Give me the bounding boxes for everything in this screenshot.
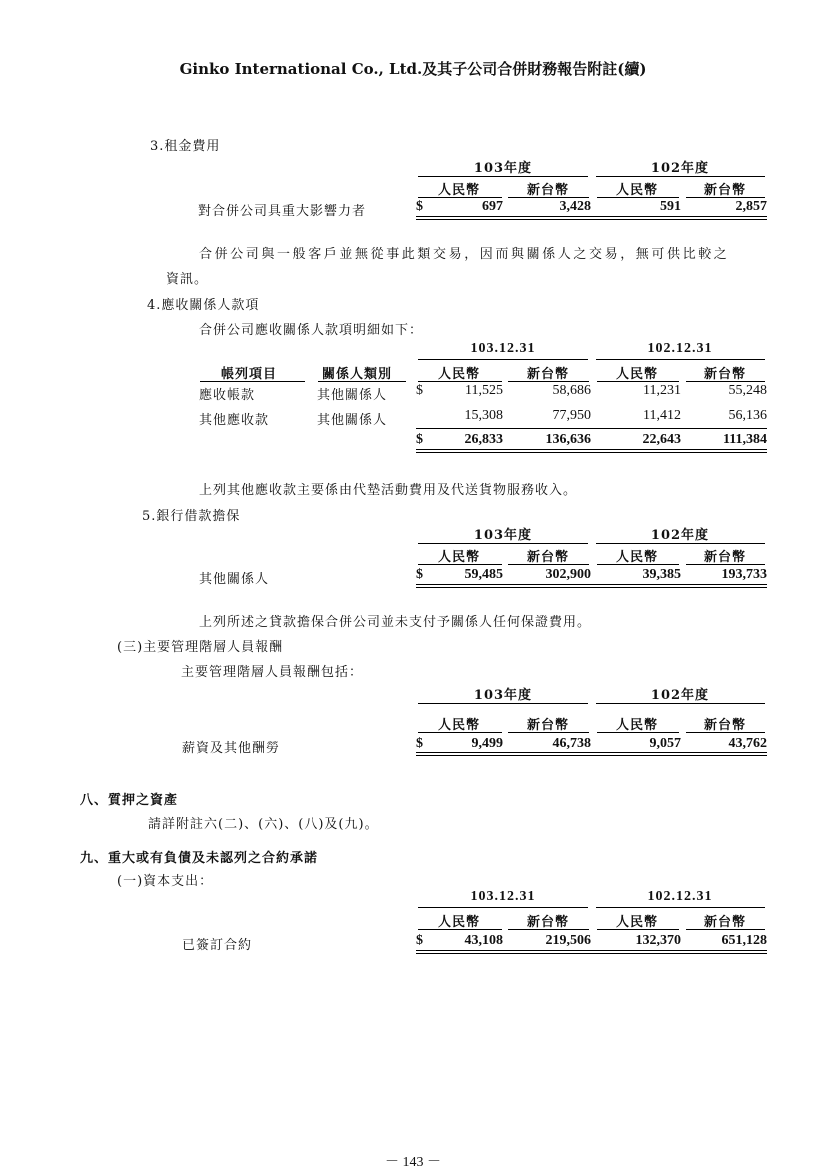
rule <box>686 929 765 930</box>
value-cell: 11,231 <box>643 383 681 398</box>
col-header-ntd: 新台幣 <box>703 718 746 733</box>
year-header-103: 103年度 <box>473 688 533 703</box>
intro-text: 主要管理階層人員報酬包括： <box>181 665 364 680</box>
rule <box>597 381 679 382</box>
double-underline <box>416 950 767 954</box>
note-text: 上列所述之貸款擔保合併公司並未支付予關係人任何保證費用。 <box>199 615 592 630</box>
year-header-103: 103年度 <box>473 528 533 543</box>
currency-sign: $ <box>416 933 423 948</box>
col-header-item: 帳列項目 <box>221 367 278 382</box>
date-header-103: 103.12.31 <box>470 341 536 356</box>
rule <box>418 176 588 177</box>
value-cell: 46,738 <box>552 736 591 751</box>
section-heading-rent: 3.租金費用 <box>150 139 221 154</box>
col-header-ntd: 新台幣 <box>703 915 746 930</box>
col-header-rmb: 人民幣 <box>437 367 480 382</box>
year-header-102: 102年度 <box>650 161 710 176</box>
rule <box>596 359 765 360</box>
section-heading-key-management: (三)主要管理階層人員報酬 <box>117 640 284 655</box>
rule <box>418 732 502 733</box>
rule <box>597 564 679 565</box>
double-underline <box>416 584 767 588</box>
rule <box>686 732 765 733</box>
col-header-ntd: 新台幣 <box>703 183 746 198</box>
value-cell: 43,108 <box>464 933 503 948</box>
rule <box>318 381 406 382</box>
total-cell: 26,833 <box>464 432 503 447</box>
value-cell: 43,762 <box>728 736 767 751</box>
rule <box>418 929 502 930</box>
row-label: 對合併公司具重大影響力者 <box>198 204 367 219</box>
rule <box>418 543 588 544</box>
rule <box>596 703 765 704</box>
value-cell: 132,370 <box>635 933 681 948</box>
value-cell: 2,857 <box>735 199 767 214</box>
value-cell: 219,506 <box>545 933 591 948</box>
rule <box>596 176 765 177</box>
col-header-ntd: 新台幣 <box>526 718 569 733</box>
value-cell: 11,412 <box>643 408 681 423</box>
value-cell: 651,128 <box>721 933 767 948</box>
value-cell: 59,485 <box>464 567 503 582</box>
col-header-ntd: 新台幣 <box>526 183 569 198</box>
rule <box>418 359 588 360</box>
total-cell: 136,636 <box>545 432 591 447</box>
row-label: 薪資及其他酬勞 <box>182 741 281 756</box>
section-heading-receivables: 4.應收關係人款項 <box>147 298 260 313</box>
col-header-ntd: 新台幣 <box>526 367 569 382</box>
rule <box>686 381 765 382</box>
row-item: 應收帳款 <box>199 388 256 403</box>
section-heading-pledged-assets: 八、質押之資產 <box>80 793 179 808</box>
value-cell: 58,686 <box>552 383 591 398</box>
col-header-party-type: 關係人類別 <box>322 367 393 382</box>
value-cell: 39,385 <box>642 567 681 582</box>
rule <box>686 197 765 198</box>
rule <box>200 381 305 382</box>
rule <box>418 564 502 565</box>
rule <box>597 197 679 198</box>
col-header-ntd: 新台幣 <box>526 550 569 565</box>
col-header-rmb: 人民幣 <box>437 183 480 198</box>
value-cell: 3,428 <box>559 199 591 214</box>
rule <box>508 929 589 930</box>
rule <box>508 197 589 198</box>
intro-text: 合併公司應收關係人款項明細如下： <box>199 323 424 338</box>
subsection-heading-capex: (一)資本支出： <box>117 874 214 889</box>
rule <box>597 929 679 930</box>
value-cell: 591 <box>660 199 681 214</box>
rule <box>508 381 589 382</box>
section-heading-guarantee: 5.銀行借款擔保 <box>142 509 241 524</box>
col-header-rmb: 人民幣 <box>437 718 480 733</box>
col-header-rmb: 人民幣 <box>615 183 658 198</box>
col-header-rmb: 人民幣 <box>615 367 658 382</box>
rule <box>596 543 765 544</box>
rule <box>418 703 588 704</box>
rule <box>418 197 502 198</box>
date-header-103: 103.12.31 <box>470 889 536 904</box>
note-text: 請詳附註六(二)、(六)、(八)及(九)。 <box>148 817 379 832</box>
col-header-ntd: 新台幣 <box>703 550 746 565</box>
col-header-rmb: 人民幣 <box>615 550 658 565</box>
value-cell: 15,308 <box>464 408 503 423</box>
rule <box>508 564 589 565</box>
value-cell: 697 <box>482 199 503 214</box>
col-header-ntd: 新台幣 <box>703 367 746 382</box>
currency-sign: $ <box>416 432 423 447</box>
col-header-rmb: 人民幣 <box>615 718 658 733</box>
date-header-102: 102.12.31 <box>647 341 713 356</box>
total-cell: 22,643 <box>642 432 681 447</box>
row-label: 已簽訂合約 <box>182 938 253 953</box>
double-underline <box>416 449 767 453</box>
currency-sign: $ <box>416 736 423 751</box>
value-cell: 193,733 <box>721 567 767 582</box>
value-cell: 9,057 <box>649 736 681 751</box>
year-header-102: 102年度 <box>650 528 710 543</box>
value-cell: 9,499 <box>471 736 503 751</box>
year-header-102: 102年度 <box>650 688 710 703</box>
currency-sign: $ <box>416 383 423 398</box>
paragraph: 合併公司與一般客戶並無從事此類交易，因而與關係人之交易，無可供比較之 <box>199 247 730 262</box>
row-item: 其他應收款 <box>199 413 270 428</box>
row-label: 其他關係人 <box>199 572 270 587</box>
note-text: 上列其他應收款主要係由代墊活動費用及代送貨物服務收入。 <box>199 483 578 498</box>
section-heading-commitments: 九、重大或有負債及未認列之合約承諾 <box>80 851 319 866</box>
page-number: － 143 － <box>385 1155 441 1170</box>
row-party-type: 其他關係人 <box>317 413 388 428</box>
date-header-102: 102.12.31 <box>647 889 713 904</box>
col-header-rmb: 人民幣 <box>437 915 480 930</box>
col-header-ntd: 新台幣 <box>526 915 569 930</box>
rule <box>686 564 765 565</box>
double-underline <box>416 752 767 756</box>
subtotal-rule <box>416 428 767 429</box>
currency-sign: $ <box>416 567 423 582</box>
rule <box>597 732 679 733</box>
rule <box>418 381 502 382</box>
year-header-103: 103年度 <box>473 161 533 176</box>
value-cell: 77,950 <box>552 408 591 423</box>
page-title: Ginko International Co., Ltd.及其子公司合併財務報告附註(續) <box>179 60 647 78</box>
rule <box>508 732 589 733</box>
row-party-type: 其他關係人 <box>317 388 388 403</box>
value-cell: 11,525 <box>465 383 503 398</box>
value-cell: 55,248 <box>728 383 767 398</box>
total-cell: 111,384 <box>723 432 767 447</box>
rule <box>418 907 588 908</box>
double-underline <box>416 216 767 220</box>
value-cell: 56,136 <box>728 408 767 423</box>
paragraph: 資訊。 <box>166 272 209 287</box>
rule <box>596 907 765 908</box>
col-header-rmb: 人民幣 <box>615 915 658 930</box>
value-cell: 302,900 <box>545 567 591 582</box>
currency-sign: $ <box>416 199 423 214</box>
col-header-rmb: 人民幣 <box>437 550 480 565</box>
